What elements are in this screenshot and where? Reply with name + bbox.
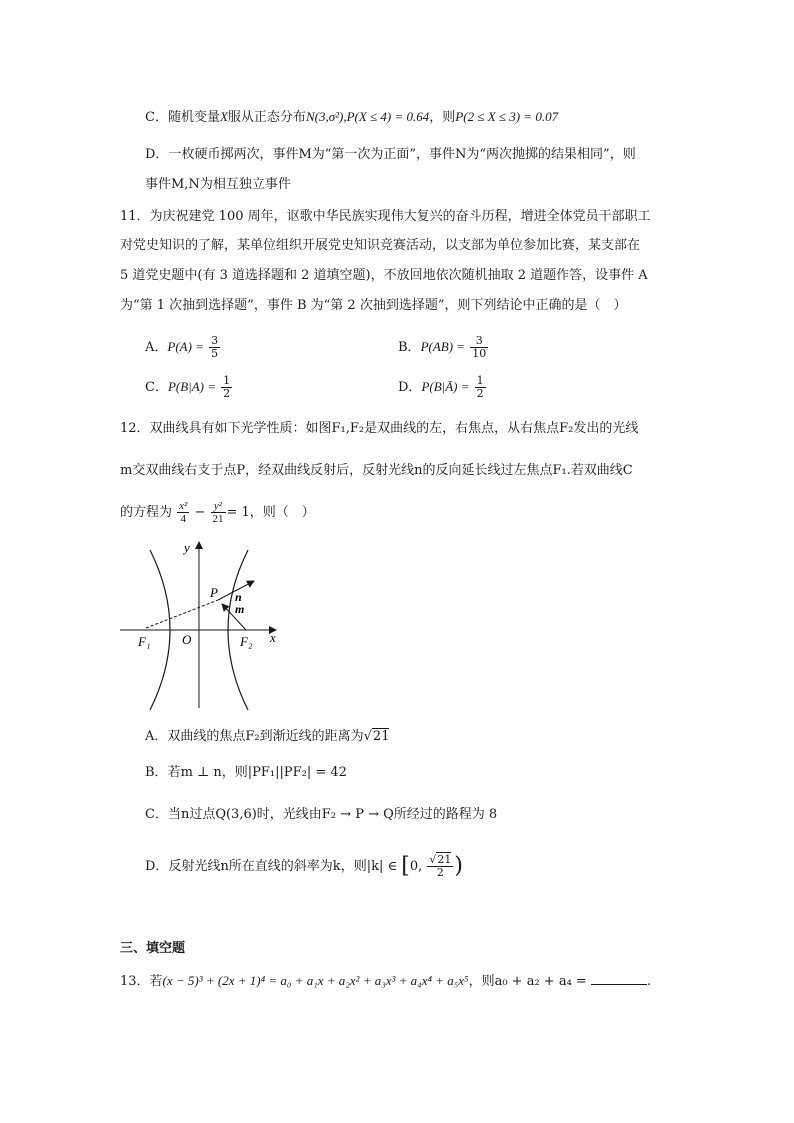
fraction: $\frac{√21}{2}$ <box>429 853 452 879</box>
f1-label: F₁ <box>138 634 151 649</box>
fraction: $\frac{\text{y²}}{21}$ <box>212 500 224 525</box>
q11-stem-line2: 对党史知识的了解，某单位组织开展党史知识竞赛活动，以支部为单位参加比赛，某支部在 <box>120 238 641 253</box>
y-label: y <box>184 540 190 555</box>
p-label: P <box>210 585 218 600</box>
origin-label: O <box>182 632 192 647</box>
q11-option-d: D．P(B|Ā) = $\frac{1}{2}$ <box>398 374 484 400</box>
fraction: $\frac{3}{5}$ <box>211 334 219 360</box>
option-label: D． <box>145 147 169 162</box>
fraction: $\frac{1}{2}$ <box>476 374 484 400</box>
q13-stem: 13．若(x − 5)³ + (2x + 1)⁴ = a₀ + a₁x + a₂x² + a₃x³ + a₄x⁴ + a₅x⁵，则a₀ + a₂ + a₄ = . <box>120 973 652 989</box>
q12-option-b: B．若m ⊥ n，则|PF₁||PF₂| = 42 <box>145 765 347 780</box>
q12-stem-line3: 的方程为 $\frac{\text{x²}}{4}$ − $\frac{\text{y²}}{21}$ = 1，则（ ） <box>120 500 315 525</box>
x-label: x <box>270 630 276 645</box>
q11-stem-line3: 5 道党史题中(有 3 道选择题和 2 道填空题)，不放回地依次随机抽取 2 道题作答，设事件 A <box>120 268 648 283</box>
q10-option-c: C．随机变量X服从正态分布N(3,σ²),P(X ≤ 4) = 0.64，则P(2 ≤ X ≤ 3) = 0.07 <box>145 109 559 125</box>
fraction: $\frac{3}{10}$ <box>472 334 487 360</box>
extension-line <box>146 600 218 628</box>
f2-label: F₂ <box>240 634 253 649</box>
option-label: C． <box>145 110 168 125</box>
fraction: $\frac{\text{x²}}{4}$ <box>179 500 188 525</box>
q10-option-d-line1: D．一枚硬币掷两次，事件M为“第一次为正面”，事件N为“两次抛掷的结果相同”，则 <box>145 147 636 162</box>
n-label: n <box>235 590 242 604</box>
q12-stem-line1: 12．双曲线具有如下光学性质：如图F₁,F₂是双曲线的左，右焦点，从右焦点F₂发出的光线 <box>120 421 639 436</box>
q12-option-c: C．当n过点Q(3,6)时，光线由F₂ → P → Q所经过的路程为 8 <box>145 807 498 822</box>
q12-stem-line2: m交双曲线右支于点P，经双曲线反射后，反射光线n的反向延长线过左焦点F₁.若双曲线C <box>120 463 633 478</box>
q11-stem-line1: 11．为庆祝建党 100 周年，讴歌中华民族实现伟大复兴的奋斗历程，增进全体党员干部职工 <box>120 209 651 224</box>
fraction: $\frac{1}{2}$ <box>223 374 231 400</box>
answer-blank[interactable] <box>591 972 647 985</box>
q11-option-a: A．P(A) = $\frac{3}{5}$ <box>145 334 219 360</box>
q11-option-b: B．P(AB) = $\frac{3}{10}$ <box>398 334 487 360</box>
q12-option-d: D．反射光线n所在直线的斜率为k，则|k| ∈ [0, $\frac{√21}{2}$ ) <box>145 853 463 879</box>
q11-stem-line4: 为“第 1 次抽到选择题”，事件 B 为“第 2 次抽到选择题”，则下列结论中正确的是（ ） <box>120 298 627 313</box>
hyperbola-figure <box>118 538 288 713</box>
q12-option-a: A．双曲线的焦点F₂到渐近线的距离为√21 <box>145 729 390 744</box>
q11-option-c: C．P(B|A) = $\frac{1}{2}$ <box>145 374 231 400</box>
m-label: m <box>235 602 245 616</box>
section-title: 三、填空题 <box>120 941 186 956</box>
q10-option-d-line2: 事件M,N为相互独立事件 <box>145 177 291 192</box>
